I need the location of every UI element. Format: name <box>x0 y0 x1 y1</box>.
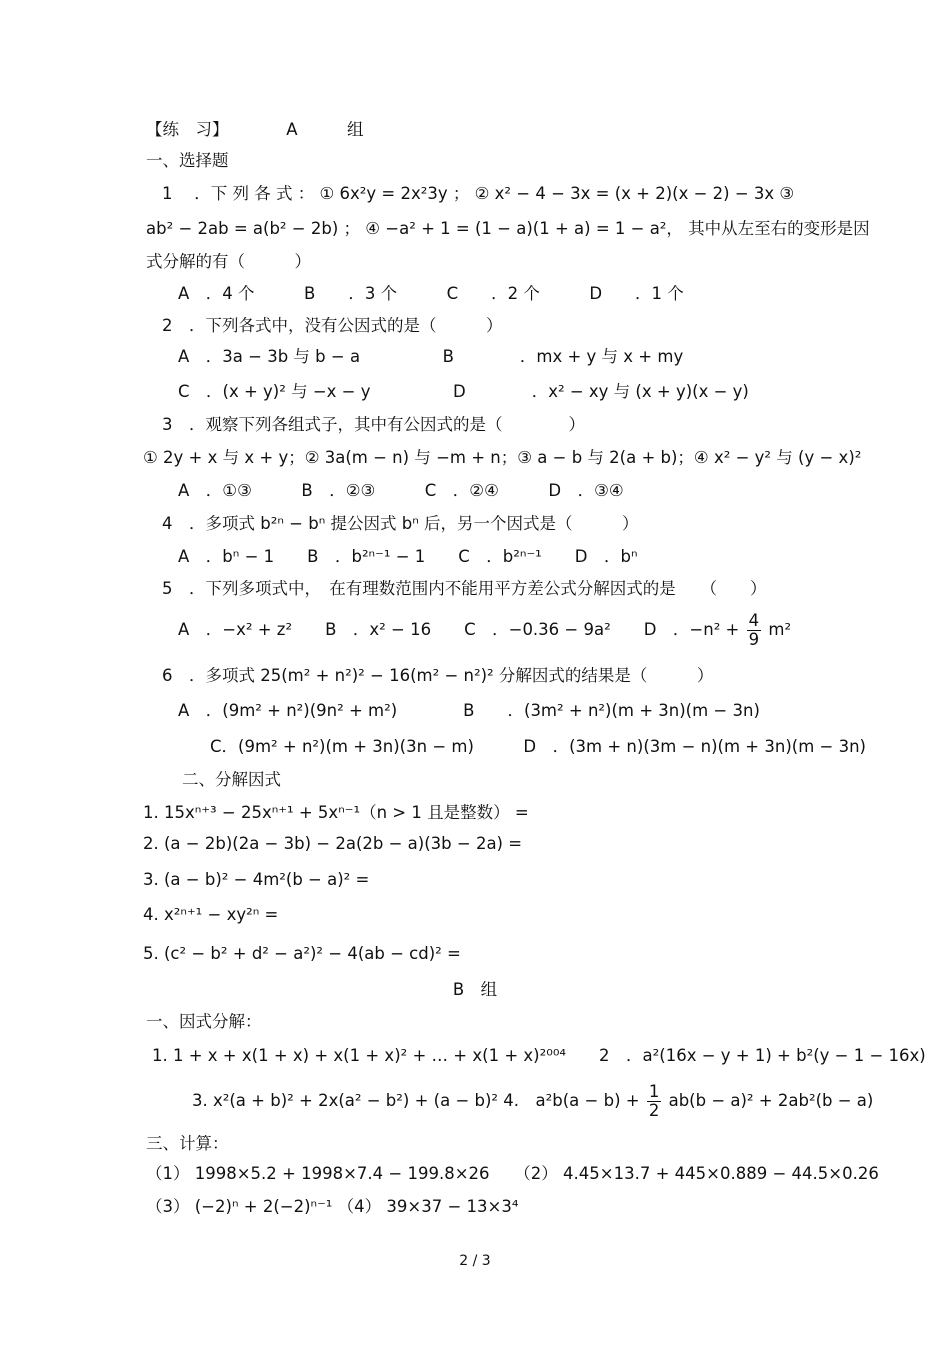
q4-stem: 4 ．多项式 b²ⁿ − bⁿ 提公因式 bⁿ 后，另一个因式是（ ） <box>162 514 639 533</box>
calc-line2: （3） (−2)ⁿ + 2(−2)ⁿ⁻¹ （4） 39×37 − 13×3⁴ <box>146 1197 519 1216</box>
b-fraction <box>647 1083 662 1120</box>
q2-options-row1: A ．3a − 3b 与 b − a B ．mx + y 与 x + my <box>178 347 684 366</box>
section-choice-title: 一、选择题 <box>146 151 229 170</box>
q5-stem: 5 ．下列多项式中， 在有理数范围内不能用平方差公式分解因式的是 （ ） <box>162 579 767 598</box>
q5-fraction <box>747 612 762 649</box>
q5-options-post: m² <box>768 620 792 639</box>
q2-options-row2: C ．(x + y)² 与 −x − y D ．x² − xy 与 (x + y)(x − y) <box>178 382 749 401</box>
b-factor-line2 <box>192 1083 873 1120</box>
q1-line2: ab² − 2ab = a(b² − 2b) ； ④ −a² + 1 = (1 − a)(1 + a) = 1 − a²， 其中从左至右的变形是因 <box>146 219 870 238</box>
factor-item-1: 1. 15xⁿ⁺³ − 25xⁿ⁺¹ + 5xⁿ⁻¹（n > 1 且是整数） = <box>143 803 529 822</box>
q5-options-pre: A ．−x² + z² B ．x² − 16 C ．−0.36 − 9a² D ．−n² + <box>178 620 740 639</box>
q5-options <box>178 612 791 649</box>
q6-stem: 6 ．多项式 25(m² + n²)² − 16(m² − n²)² 分解因式的结果是（ ） <box>162 666 714 685</box>
q4-options: A ．bⁿ − 1 B ．b²ⁿ⁻¹ − 1 C ．b²ⁿ⁻¹ D ．bⁿ <box>178 547 638 566</box>
q6-options-row1: A ．(9m² + n²)(9n² + m²) B ．(3m² + n²)(m + 3n)(m − 3n) <box>178 701 760 720</box>
q5-fraction-num: 4 <box>748 611 760 630</box>
exercise-header: 【练 习】 A 组 <box>146 120 364 139</box>
b-factor-line2-pre: 3. x²(a + b)² + 2x(a² − b²) + (a − b)² 4. a²b(a − b) + <box>192 1091 640 1110</box>
factor-item-4: 4. x²ⁿ⁺¹ − xy²ⁿ = <box>143 905 279 924</box>
q1-line1: 1 ．下 列 各 式 ： ① 6x²y = 2x²3y ； ② x² − 4 − 3x = (x + 2)(x − 2) − 3x ③ <box>162 184 795 203</box>
q3-stem: 3 ．观察下列各组式子，其中有公因式的是（ ） <box>162 415 585 434</box>
calc-line1: （1） 1998×5.2 + 1998×7.4 − 199.8×26 （2） 4.45×13.7 + 445×0.889 − 44.5×0.26 <box>146 1164 879 1183</box>
q6-options-row2: C．(9m² + n²)(m + 3n)(3n − m) D ．(3m + n)(3m − n)(m + 3n)(m − 3n) <box>210 737 866 756</box>
b-factor-line2-post: ab(b − a)² + 2ab²(b − a) <box>668 1091 874 1110</box>
section-b-factor-title: 一、因式分解： <box>146 1012 262 1031</box>
q2-stem: 2 ．下列各式中，没有公因式的是（ ） <box>162 316 503 335</box>
b-factor-line1: 1. 1 + x + x(1 + x) + x(1 + x)² + … + x(1 + x)²⁰⁰⁴ 2 ．a²(16x − y + 1) + b²(y − 1 − 16x) <box>152 1046 926 1065</box>
q5-fraction-den: 9 <box>748 630 760 649</box>
b-fraction-num: 1 <box>648 1082 660 1101</box>
factor-item-2: 2. (a − 2b)(2a − 3b) − 2a(2b − a)(3b − 2a) = <box>143 834 523 853</box>
group-b-header: B 组 <box>452 980 498 999</box>
q1-options: A ．4 个 B ．3 个 C ．2 个 D ．1 个 <box>178 284 684 303</box>
b-fraction-den: 2 <box>648 1101 660 1120</box>
q3-options: A ．①③ B ．②③ C ．②④ D ．③④ <box>178 481 624 500</box>
section-factor-title: 二、分解因式 <box>182 770 281 789</box>
page-number: 2 / 3 <box>459 1253 491 1269</box>
q3-items: ① 2y + x 与 x + y；② 3a(m − n) 与 −m + n；③ a − b 与 2(a + b)；④ x² − y² 与 (y − x)² <box>143 448 862 467</box>
factor-item-5: 5. (c² − b² + d² − a²)² − 4(ab − cd)² = <box>143 944 461 963</box>
factor-item-3: 3. (a − b)² − 4m²(b − a)² = <box>143 870 370 889</box>
section-calc-title: 三、计算： <box>146 1134 229 1153</box>
q1-line3: 式分解的有（ ） <box>146 252 311 271</box>
